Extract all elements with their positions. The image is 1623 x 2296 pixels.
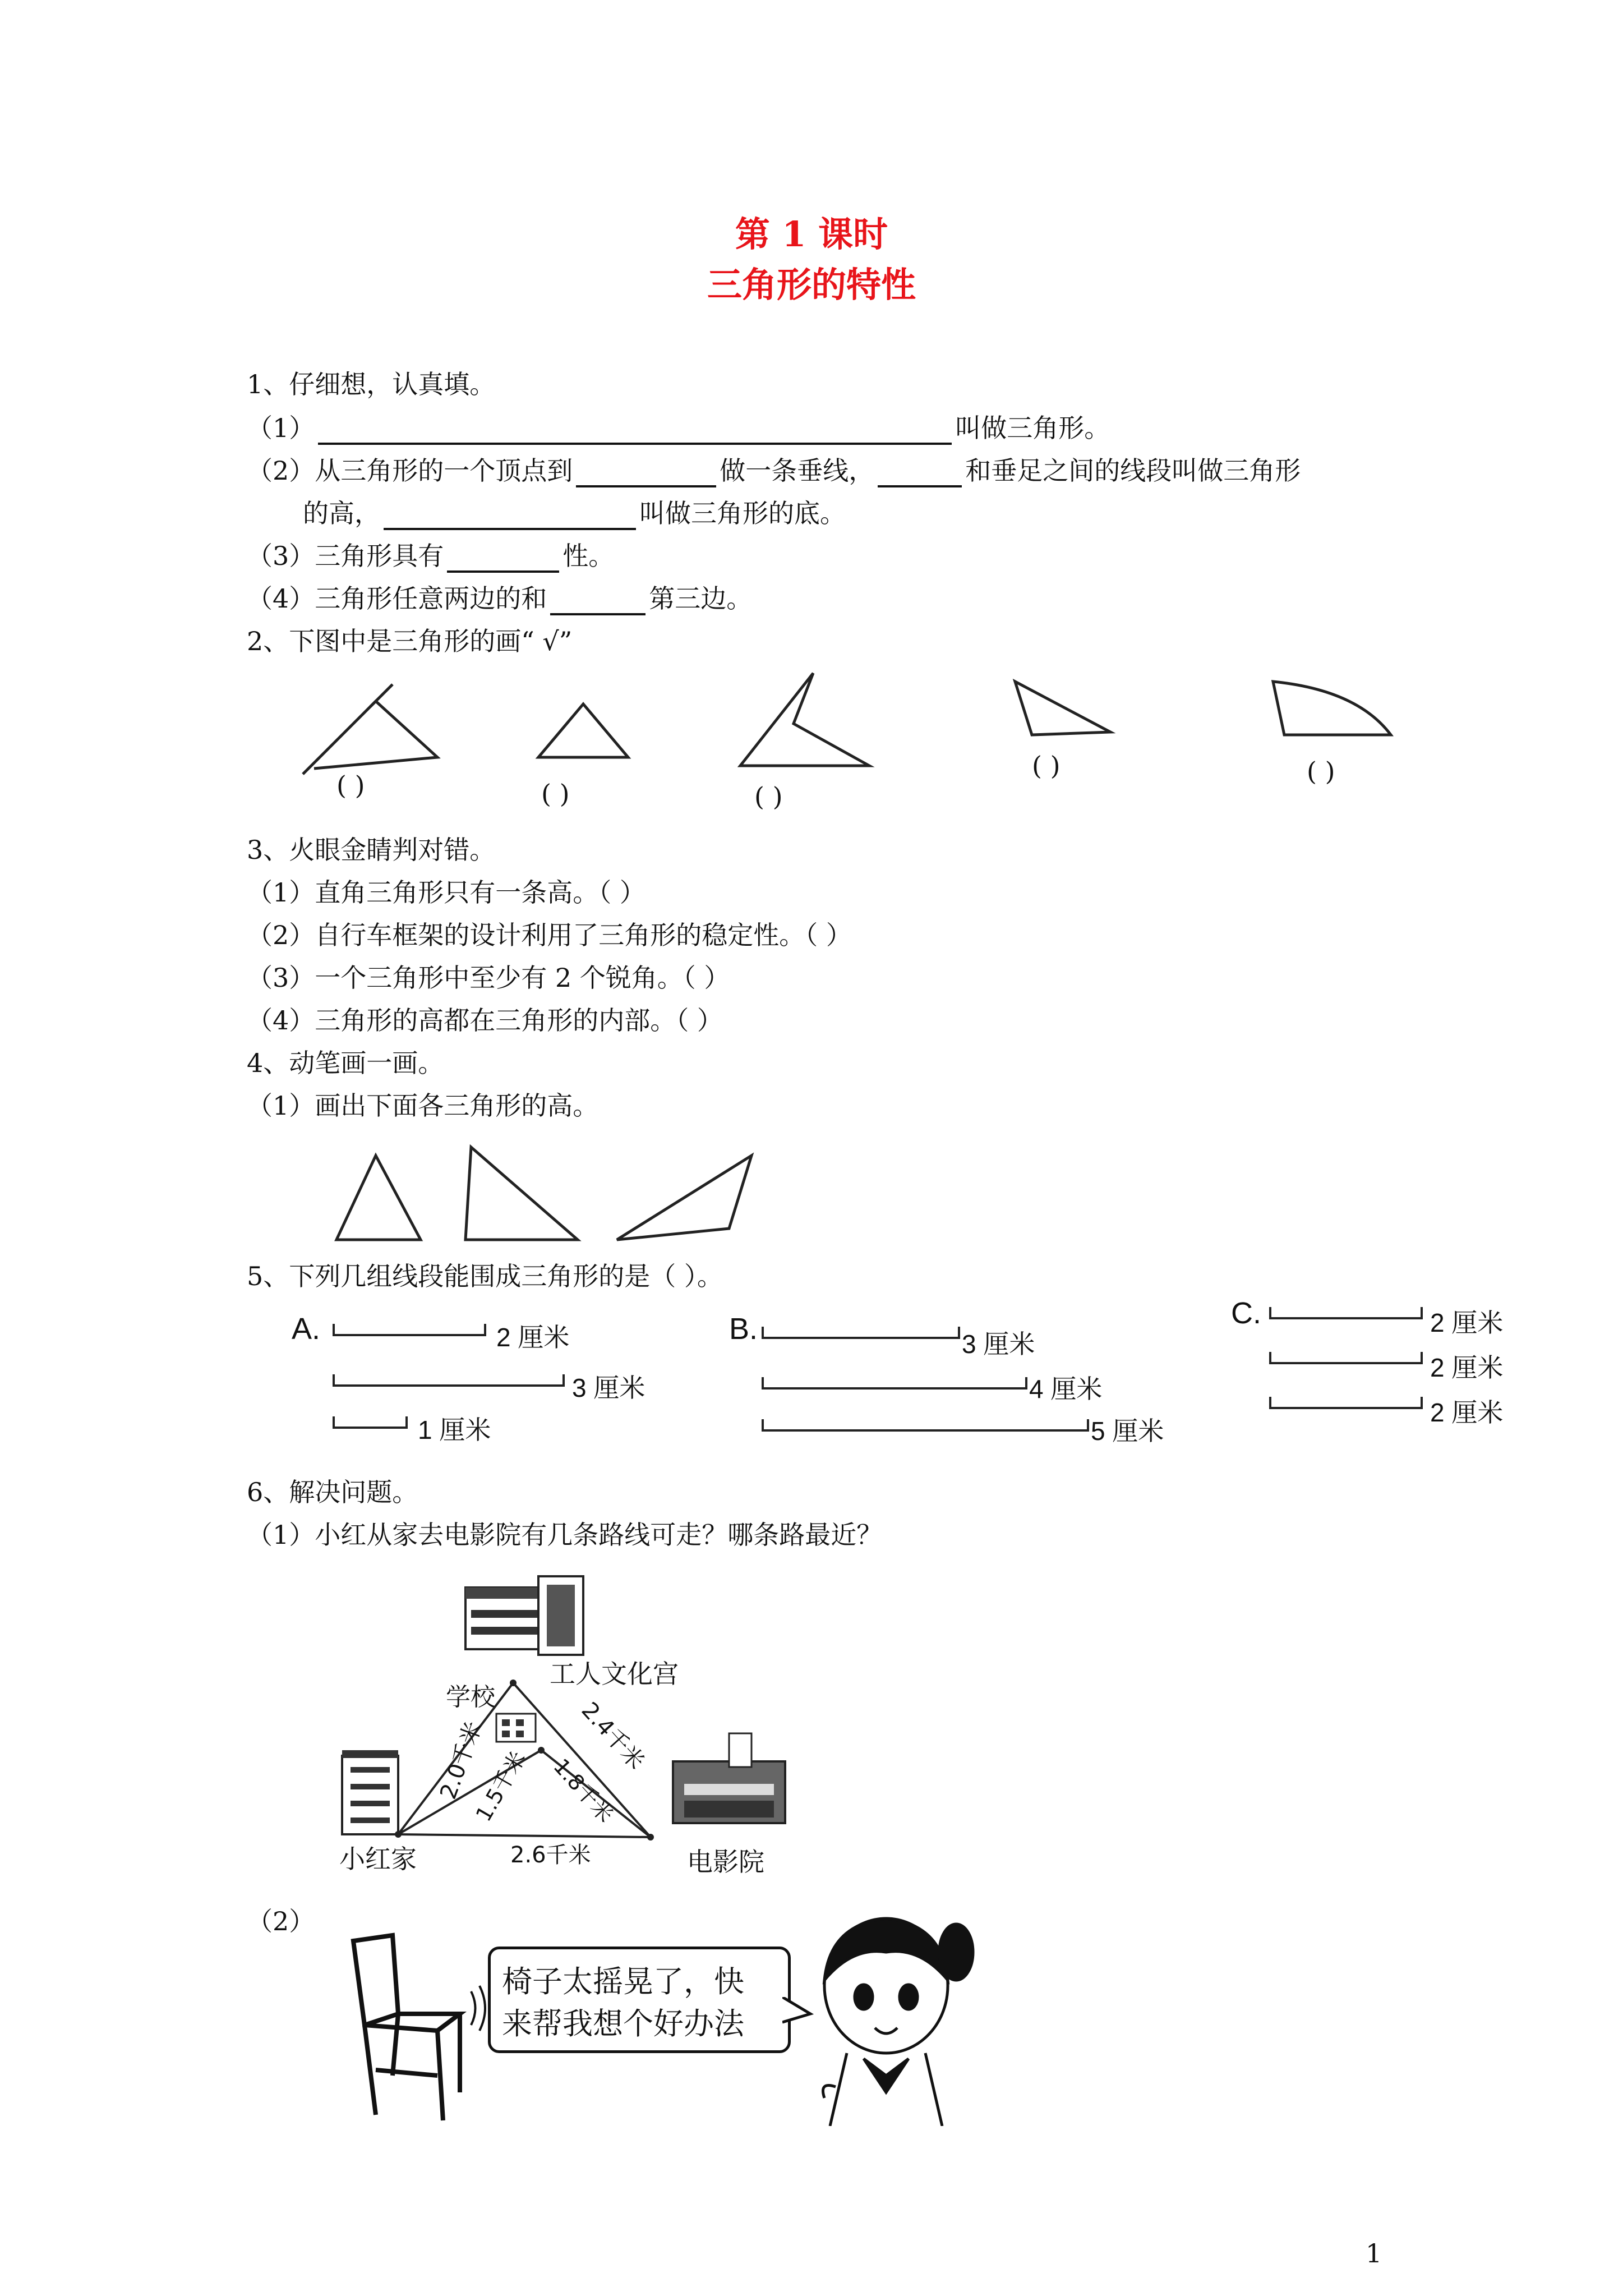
q1-item2-num: （2） [247, 455, 315, 486]
label-dist-palace-cinema: 1.8千米 [548, 1754, 619, 1828]
q5-c-label-1: 2 厘米 [1430, 1308, 1504, 1337]
q5-b-label-2: 4 厘米 [1029, 1374, 1103, 1404]
chair-icon [320, 1930, 488, 2132]
q1-item2-text-e: 叫做三角形的底。 [639, 498, 846, 528]
q1-item4-text-a: 三角形任意两边的和 [315, 583, 547, 614]
q5-b-seg-5 [763, 1419, 1088, 1430]
q5-title: 5、下列几组线段能围成三角形的是（ ）。 [247, 1261, 723, 1291]
q1-item2-text-d: 的高， [303, 498, 380, 528]
q1-item2-blank1[interactable] [576, 458, 716, 487]
q2-paren-4[interactable]: ( ) [1032, 751, 1061, 781]
q5-b-seg-3 [763, 1327, 959, 1338]
label-home: 小红家 [339, 1844, 417, 1874]
q3-item-3: （3）一个三角形中至少有 2 个锐角。（ ） [247, 963, 730, 993]
q2-paren-5[interactable]: ( ) [1307, 756, 1335, 786]
q1-item2-blank3[interactable] [384, 501, 636, 530]
q5-a-label-2: 3 厘米 [572, 1373, 645, 1402]
q4-triangle-1 [336, 1156, 421, 1240]
label-palace: 工人文化宫 [550, 1659, 679, 1689]
label-dist-school-cinema: 2.4千米 [576, 1697, 649, 1775]
q1-item3-text-b: 性。 [562, 541, 615, 571]
home-building-icon [342, 1750, 398, 1834]
route-home-cinema [398, 1834, 651, 1837]
q2-shape-open-stub [370, 684, 393, 707]
q5-b-label-1: 3 厘米 [962, 1329, 1035, 1359]
q6-title: 6、解决问题。 [247, 1477, 418, 1507]
cinema-building-icon [673, 1733, 785, 1823]
q1-item2-text-b: 做一条垂线， [720, 455, 875, 486]
q4-sub: （1）画出下面各三角形的高。 [247, 1091, 599, 1121]
q1-item2-text-c: 和垂足之间的线段叫做三角形 [965, 455, 1301, 486]
q1-item3-blank[interactable] [447, 544, 559, 573]
q1-item2-text-a: 从三角形的一个顶点到 [315, 455, 573, 486]
q5-b-label-3: 5 厘米 [1091, 1416, 1164, 1446]
q1-item1-num: （1） [247, 413, 315, 443]
q5-a-label-1: 2 厘米 [496, 1323, 570, 1352]
school-building-icon [496, 1714, 536, 1742]
q6-sub2: （2） [247, 1906, 315, 1936]
q1-item4-text-b: 第三边。 [649, 583, 753, 614]
q5-option-b-letter[interactable]: B. [729, 1312, 758, 1346]
bubble-line-2: 来帮我想个好办法 [502, 2006, 744, 2041]
q3-item-2: （2）自行车框架的设计利用了三角形的稳定性。（ ） [247, 920, 852, 950]
label-dist-home-palace: 1.5千米 [471, 1747, 531, 1826]
palace-building-icon [465, 1576, 583, 1655]
q1-title: 1、仔细想，认真填。 [247, 369, 496, 399]
q2-paren-2[interactable]: ( ) [541, 779, 570, 809]
page-number: 1 [1366, 2238, 1382, 2269]
bubble-line-1: 椅子太摇晃了，快 [502, 1964, 744, 1999]
q2-shape-sector [1273, 682, 1391, 735]
q6-sub1: （1）小红从家去电影院有几条路线可走？哪条路最近？ [247, 1520, 883, 1550]
label-dist-home-cinema: 2.6千米 [510, 1842, 591, 1868]
q5-option-c-letter[interactable]: C. [1231, 1296, 1261, 1330]
q2-shape-open [303, 701, 437, 774]
page-title: 三角形的特性 [707, 264, 916, 305]
q1-item2-blank2[interactable] [878, 458, 962, 487]
q1-item1-text: 叫做三角形。 [955, 413, 1110, 443]
q1-item4-blank[interactable] [550, 586, 645, 615]
q5-option-c-segments [1265, 1304, 1433, 1433]
q5-b-seg-4 [763, 1377, 1026, 1388]
q1-item2-line2 [303, 496, 846, 530]
q2-paren-1[interactable]: ( ) [336, 770, 365, 800]
label-dist-home-school: 2.0千米 [435, 1718, 487, 1803]
q5-c-seg-3 [1270, 1397, 1422, 1408]
q1-item4 [247, 582, 752, 615]
lesson-number: 第 1 课时 [735, 214, 888, 255]
q2-shape-triangle-2 [1015, 682, 1110, 735]
q1-item3-text-a: 三角形具有 [315, 541, 444, 571]
q4-title: 4、动笔画一画。 [247, 1048, 444, 1078]
q3-title: 3、火眼金睛判对错。 [247, 835, 496, 865]
q5-c-label-3: 2 厘米 [1430, 1398, 1504, 1427]
q5-a-seg-1 [334, 1416, 407, 1428]
label-cinema: 电影院 [687, 1847, 764, 1877]
q1-item3 [247, 539, 614, 573]
q2-paren-3[interactable]: ( ) [754, 781, 783, 812]
q4-triangle-3 [617, 1156, 751, 1240]
q1-item2-line1 [247, 454, 1301, 487]
q2-shape-concave [740, 673, 869, 766]
q1-item1 [247, 411, 1110, 445]
q3-item-4: （4）三角形的高都在三角形的内部。（ ） [247, 1005, 723, 1036]
girl-character-icon [796, 1902, 976, 2126]
q6-route-map [325, 1571, 830, 1885]
q2-shape-triangle [538, 704, 628, 757]
q5-a-label-3: 1 厘米 [418, 1415, 491, 1444]
q1-item1-blank[interactable] [318, 416, 952, 445]
q5-a-seg-2 [334, 1324, 485, 1335]
q2-title: 2、下图中是三角形的画“ √” [247, 626, 573, 656]
q4-triangle-2 [465, 1147, 578, 1240]
q1-item3-num: （3） [247, 541, 315, 571]
q3-item-1: （1）直角三角形只有一条高。（ ） [247, 877, 645, 908]
q5-c-seg-1 [1270, 1307, 1422, 1318]
q1-item4-num: （4） [247, 583, 315, 614]
q2-figures [292, 662, 1447, 819]
q5-c-seg-2 [1270, 1352, 1422, 1363]
q5-option-a-letter[interactable]: A. [292, 1312, 321, 1346]
q5-c-label-2: 2 厘米 [1430, 1353, 1504, 1382]
q4-triangles [325, 1144, 774, 1251]
q5-a-seg-3 [334, 1374, 564, 1386]
label-school: 学校 [446, 1683, 495, 1711]
